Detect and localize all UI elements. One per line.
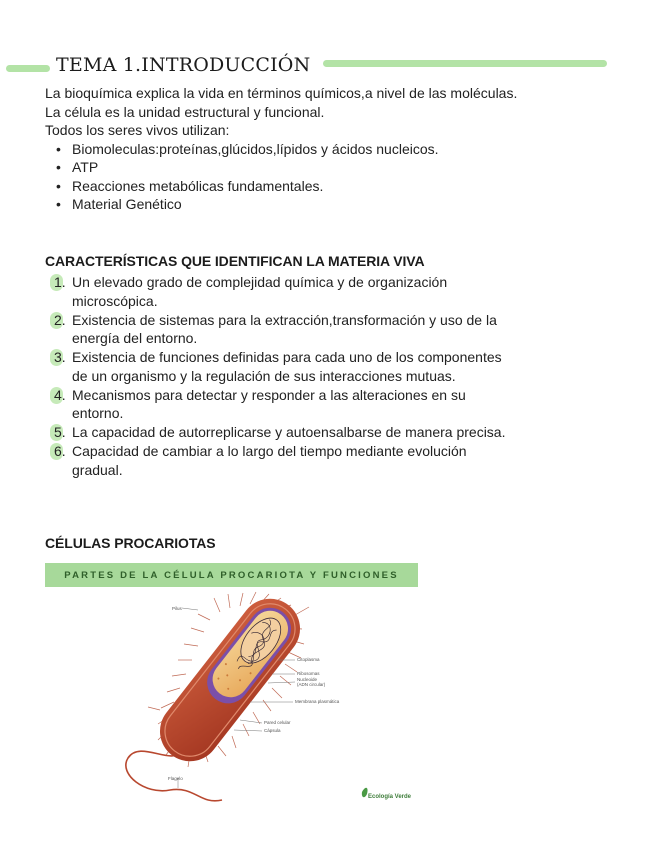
intro-section bbox=[45, 84, 525, 214]
section-heading-characteristics: CARACTERÍSTICAS QUE IDENTIFICAN LA MATERIA VIVA bbox=[45, 253, 425, 269]
item-number: 2. bbox=[54, 311, 66, 328]
logo-text: Ecología Verde bbox=[368, 794, 412, 800]
label-capsule: Cápsula bbox=[264, 728, 281, 733]
list-item bbox=[45, 140, 525, 159]
item-number: 3. bbox=[54, 349, 66, 366]
title-row bbox=[0, 52, 656, 82]
bullet-marker: • bbox=[56, 196, 61, 212]
list-item-text: Capacidad de cambiar a lo largo del tiempo mediante evolución gradual. bbox=[72, 443, 467, 478]
bullet-marker: • bbox=[56, 140, 61, 157]
list-item-text: Existencia de sistemas para la extracción,transformación y uso de la energía del entorno. bbox=[72, 311, 497, 347]
list-item-text: La capacidad de autorreplicarse y autoensalbarse de manera precisa. bbox=[72, 424, 506, 441]
list-item bbox=[45, 386, 515, 423]
figure-banner bbox=[45, 563, 418, 587]
list-item bbox=[45, 195, 525, 214]
page-title: TEMA 1.INTRODUCCIÓN bbox=[56, 54, 311, 76]
list-item-text: Material Genético bbox=[72, 196, 182, 212]
prokaryotic-cell-diagram bbox=[100, 590, 430, 815]
label-nucleoid: Nucleoide bbox=[297, 677, 318, 682]
list-item-text: Existencia de funciones definidas para cada uno de los componentes de un organismo y la regulación de sus interacciones mutuas. bbox=[72, 349, 502, 384]
label-pilus: Pilus bbox=[172, 606, 182, 611]
item-number: 4. bbox=[54, 386, 66, 403]
list-item-text: Biomoleculas:proteínas,glúcidos,lípidos y ácidos nucleicos. bbox=[72, 140, 439, 157]
list-item bbox=[45, 348, 515, 385]
list-item bbox=[45, 423, 515, 442]
intro-paragraph: La bioquímica explica la vida en términos químicos,a nivel de las moléculas. bbox=[45, 85, 518, 101]
list-item bbox=[45, 311, 515, 348]
label-cell-wall: Pared celular bbox=[264, 720, 291, 725]
list-item bbox=[45, 442, 515, 479]
item-number: 5. bbox=[54, 424, 66, 441]
label-plasma-membrane: Membrana plasmática bbox=[295, 699, 340, 704]
section-heading-prokaryotes: CÉLULAS PROCARIOTAS bbox=[45, 535, 216, 551]
leaf-icon bbox=[362, 788, 368, 797]
label-ribosomes: Ribosomas bbox=[297, 671, 320, 676]
bullet-list bbox=[45, 140, 525, 214]
list-item-text: Mecanismos para detectar y responder a las alteraciones en su entorno. bbox=[72, 386, 466, 422]
item-number: 6. bbox=[54, 443, 66, 460]
title-decoration-right bbox=[323, 60, 607, 67]
intro-paragraph: Todos los seres vivos utilizan: bbox=[45, 122, 230, 138]
list-item-text: ATP bbox=[72, 159, 99, 175]
label-nucleoid-sub: (ADN circular) bbox=[297, 682, 326, 687]
label-flagellum: Flagelo bbox=[168, 776, 183, 781]
ecologia-verde-logo bbox=[362, 788, 412, 800]
bullet-marker: • bbox=[56, 159, 61, 175]
figure-banner-text: PARTES DE LA CÉLULA PROCARIOTA Y FUNCIONES bbox=[64, 569, 399, 581]
list-item bbox=[45, 177, 525, 196]
title-decoration-left bbox=[6, 65, 50, 72]
label-cytoplasm: Citoplasma bbox=[297, 657, 320, 662]
intro-paragraph: La célula es la unidad estructural y funcional. bbox=[45, 103, 325, 120]
list-item-text: Un elevado grado de complejidad química y de organización microscópica. bbox=[72, 274, 448, 309]
numbered-list bbox=[45, 273, 515, 480]
list-item bbox=[45, 273, 515, 310]
list-item-text: Reacciones metabólicas fundamentales. bbox=[72, 177, 324, 194]
bullet-marker: • bbox=[56, 177, 61, 194]
list-item bbox=[45, 158, 525, 177]
item-number: 1. bbox=[54, 274, 66, 290]
